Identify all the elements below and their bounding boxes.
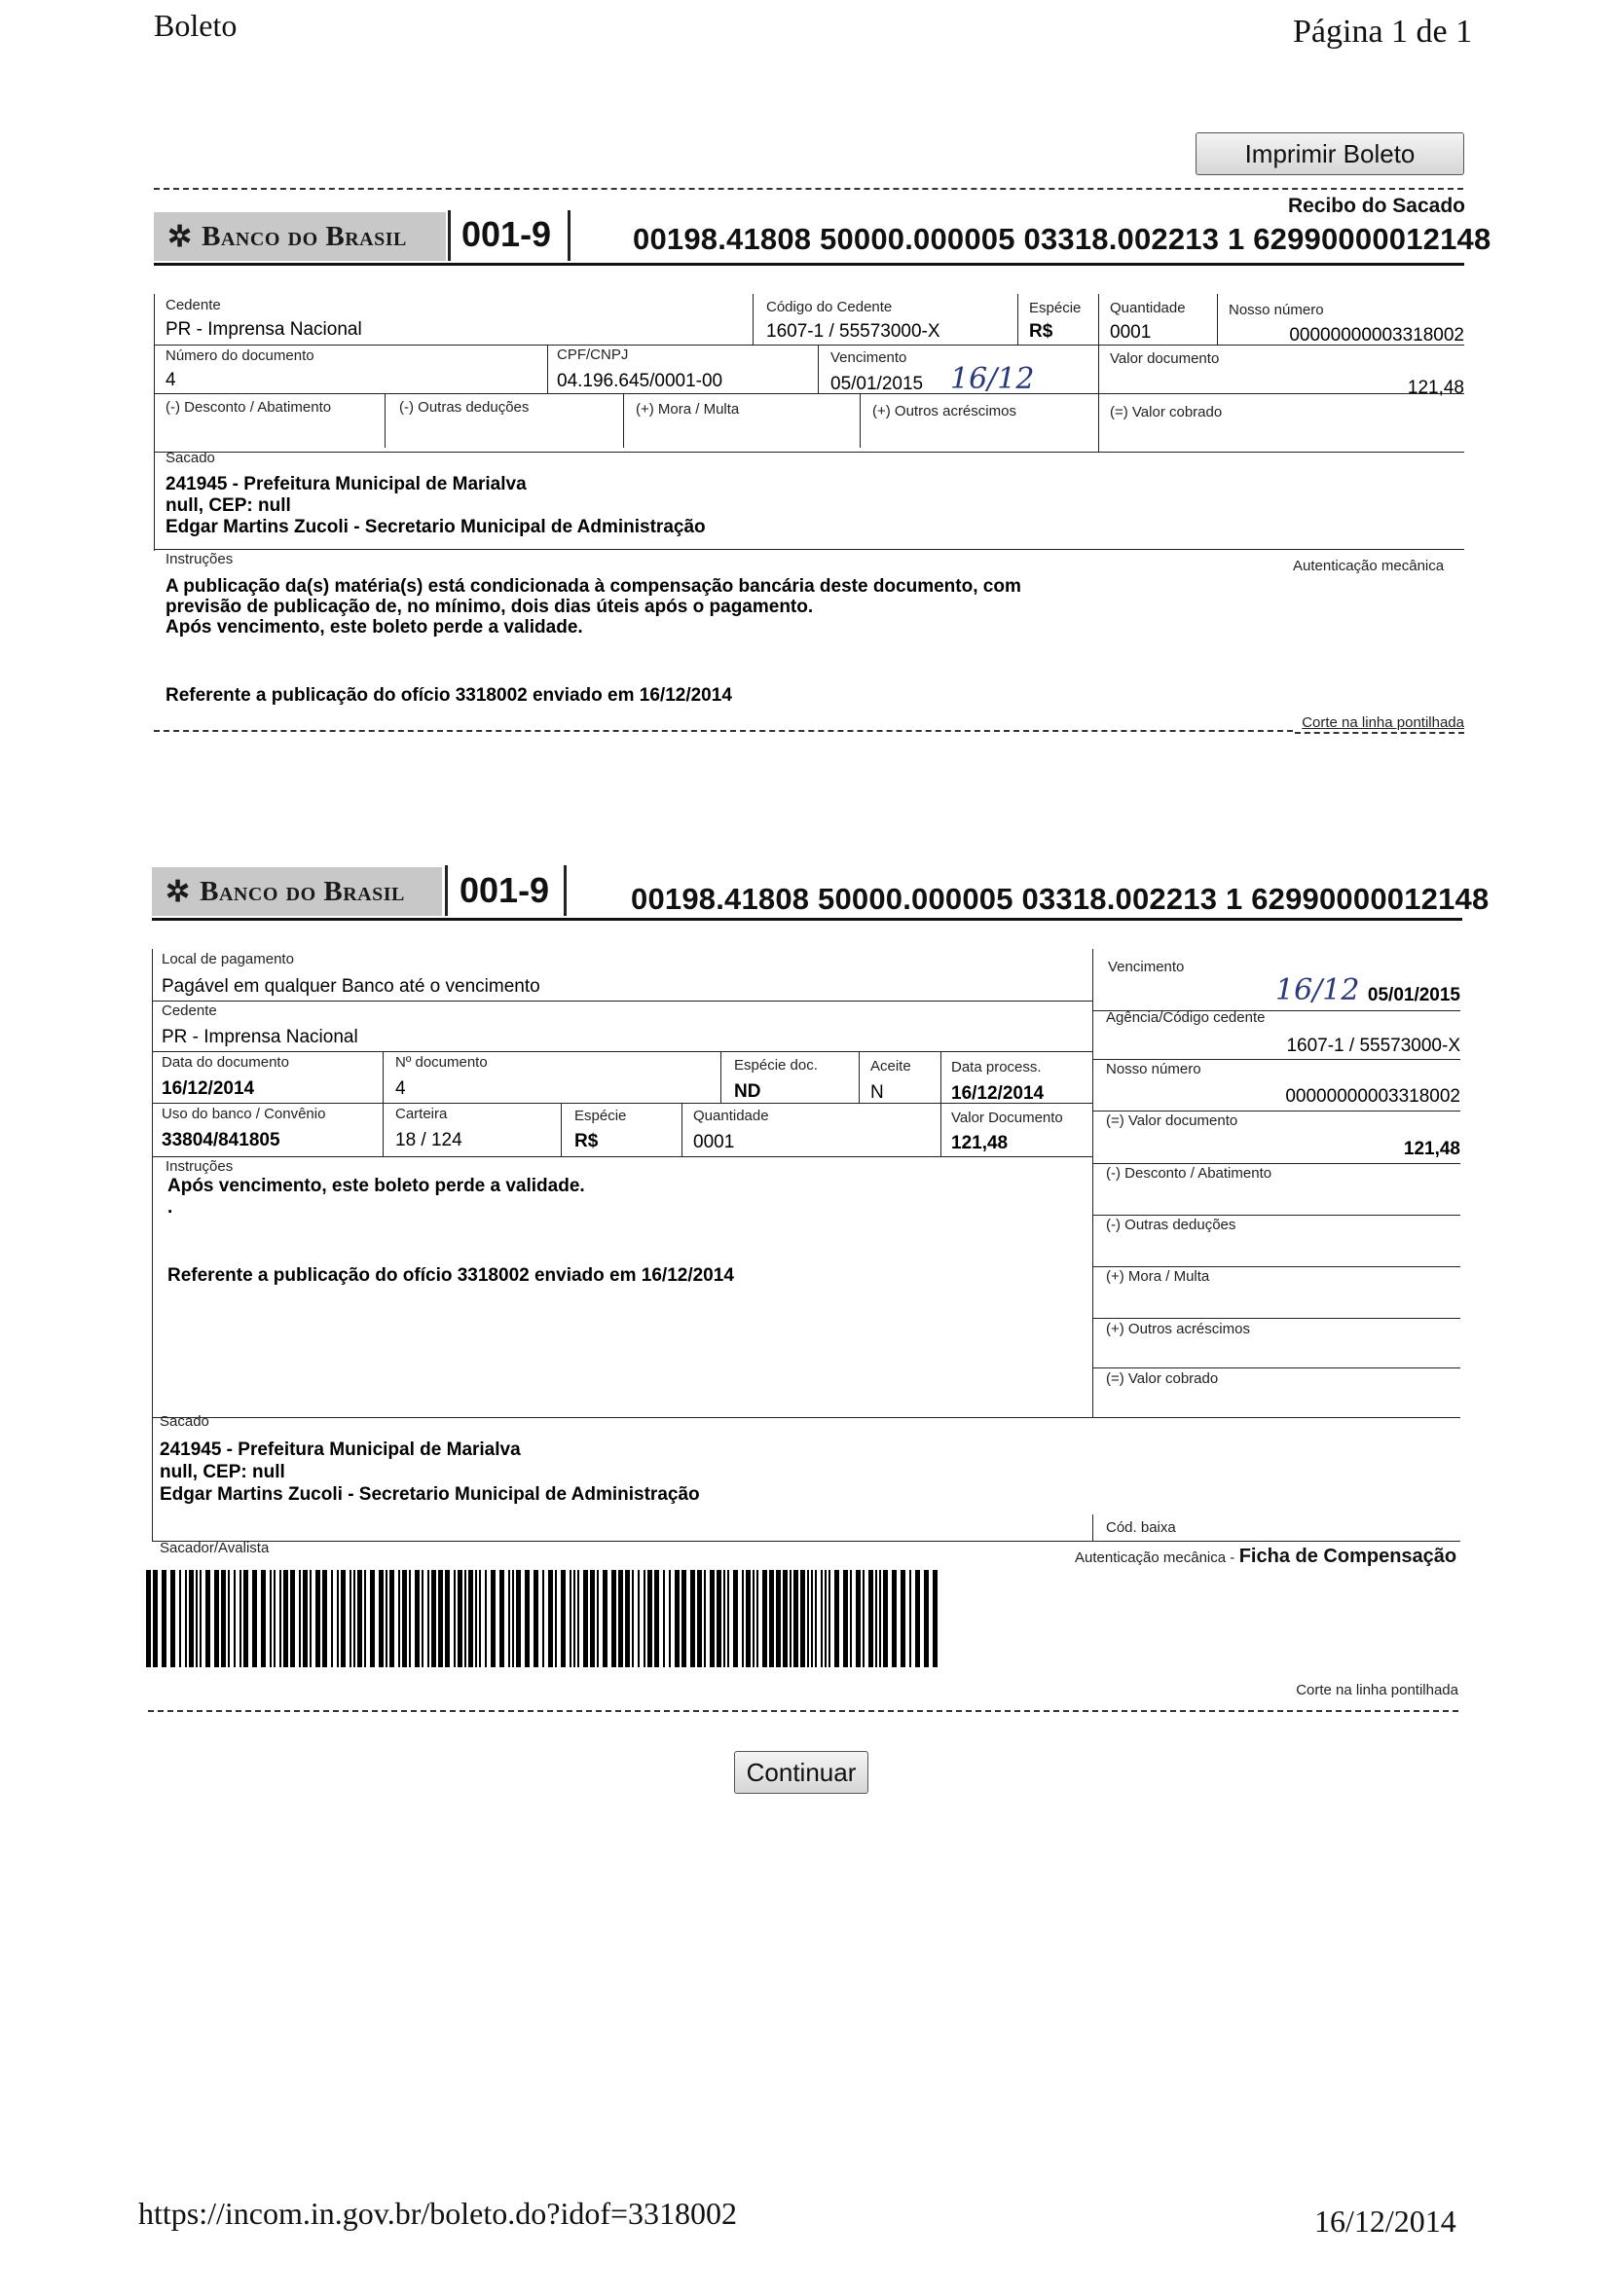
data-process-value: 16/12/2014 bbox=[951, 1083, 1045, 1104]
outros-acrescimos-label: (+) Outros acréscimos bbox=[872, 403, 1016, 419]
agencia-value: 1607-1 / 55573000-X bbox=[1286, 1036, 1460, 1056]
vencimento-label: Vencimento bbox=[830, 349, 907, 366]
especie-doc-label: Espécie doc. bbox=[734, 1057, 818, 1074]
quantidade-value: 0001 bbox=[693, 1132, 735, 1152]
digitable-line: 00198.41808 50000.000005 03318.002213 1 62990000012148 bbox=[631, 882, 1490, 916]
nosso-numero-label: Nosso número bbox=[1229, 302, 1324, 318]
page-title: Boleto bbox=[154, 8, 238, 43]
barcode bbox=[146, 1570, 944, 1667]
ficha-corte-label: Corte na linha pontilhada bbox=[1296, 1682, 1458, 1698]
bank-code: 001-9 bbox=[461, 214, 552, 254]
carteira-label: Carteira bbox=[395, 1106, 448, 1122]
ficha-footer-title: Autenticação mecânica - Ficha de Compensação bbox=[1075, 1546, 1457, 1567]
autenticacao-label: Autenticação mecânica bbox=[1293, 558, 1445, 574]
ficha-especie-value: R$ bbox=[574, 1131, 599, 1151]
ficha-sacado-block: 241945 - Prefeitura Municipal de Marialva null, CEP: null Edgar Martins Zucoli - Secretario Municipal de Administração bbox=[160, 1440, 700, 1505]
cedente-label: Cedente bbox=[166, 297, 221, 313]
footer-date: 16/12/2014 bbox=[1314, 2204, 1456, 2239]
agencia-label: Agência/Código cedente bbox=[1106, 1009, 1266, 1026]
cpf-cnpj-value: 04.196.645/0001-00 bbox=[557, 371, 723, 391]
desconto-label: (-) Desconto / Abatimento bbox=[1106, 1165, 1272, 1182]
bank-logo-icon: ✲ bbox=[166, 875, 191, 908]
instrucoes-label: Instruções bbox=[166, 551, 234, 567]
receipt-title: Recibo do Sacado bbox=[1287, 195, 1465, 217]
mora-label: (+) Mora / Multa bbox=[636, 401, 740, 418]
n-documento-label: Nº documento bbox=[395, 1054, 488, 1071]
bank-logo: ✲ Banco do Brasil bbox=[152, 867, 442, 916]
sacado-block: 241945 - Prefeitura Municipal de Marialva null, CEP: null Edgar Martins Zucoli - Secretario Municipal de Administração bbox=[166, 474, 706, 537]
valor-documento-left-label: Valor Documento bbox=[951, 1110, 1063, 1126]
nosso-numero-label: Nosso número bbox=[1106, 1061, 1201, 1077]
outros-acrescimos-label: (+) Outros acréscimos bbox=[1106, 1321, 1250, 1337]
n-documento-value: 4 bbox=[395, 1078, 406, 1099]
bank-logo: ✲ Banco do Brasil bbox=[154, 212, 446, 261]
vencimento-value: 05/01/2015 bbox=[830, 374, 924, 394]
ficha-cedente-value: PR - Imprensa Nacional bbox=[162, 1027, 358, 1047]
numero-documento-label: Número do documento bbox=[166, 347, 314, 364]
valor-documento-left-value: 121,48 bbox=[951, 1133, 1009, 1153]
valor-documento-label: (=) Valor documento bbox=[1106, 1112, 1238, 1129]
bank-code: 001-9 bbox=[460, 870, 550, 910]
outras-deducoes-label: (-) Outras deduções bbox=[1106, 1217, 1236, 1233]
cod-baixa-label: Cód. baixa bbox=[1106, 1519, 1176, 1536]
footer-url: https://incom.in.gov.br/boleto.do?idof=3318002 bbox=[138, 2196, 738, 2231]
ficha-especie-label: Espécie bbox=[574, 1108, 627, 1124]
instrucoes-block: A publicação da(s) matéria(s) está condicionada à compensação bancária deste documento, com previsão de publicação de, no mínimo, dois dias úteis após o pagamento. Após vencimento, este boleto perde a validade. bbox=[166, 576, 1021, 638]
referente-text: Referente a publicação do ofício 3318002 enviado em 16/12/2014 bbox=[166, 685, 732, 706]
ficha-cedente-label: Cedente bbox=[162, 1002, 217, 1019]
instrucoes-label: Instruções bbox=[166, 1158, 234, 1175]
numero-documento-value: 4 bbox=[166, 370, 176, 390]
sacador-label: Sacador/Avalista bbox=[160, 1540, 270, 1556]
quantidade-label: Quantidade bbox=[1110, 300, 1186, 316]
aceite-value: N bbox=[870, 1082, 884, 1103]
referente-text: Referente a publicação do ofício 3318002 enviado em 16/12/2014 bbox=[167, 1265, 734, 1286]
codigo-cedente-label: Código do Cedente bbox=[766, 299, 893, 315]
data-process-label: Data process. bbox=[951, 1059, 1042, 1075]
instrucoes-block: Após vencimento, este boleto perde a validade. . bbox=[167, 1176, 585, 1218]
ficha-sacado-label: Sacado bbox=[160, 1413, 209, 1430]
cpf-cnpj-label: CPF/CNPJ bbox=[557, 346, 629, 363]
valor-documento-label: Valor documento bbox=[1110, 350, 1220, 367]
quantidade-label: Quantidade bbox=[693, 1108, 769, 1124]
valor-documento-value: 121,48 bbox=[1407, 378, 1464, 398]
ficha-vencimento-label: Vencimento bbox=[1108, 959, 1185, 975]
outras-deducoes-label: (-) Outras deduções bbox=[399, 399, 530, 416]
uso-banco-label: Uso do banco / Convênio bbox=[162, 1106, 326, 1122]
data-documento-label: Data do documento bbox=[162, 1054, 289, 1071]
aceite-label: Aceite bbox=[870, 1058, 911, 1075]
nosso-numero-value: 00000000003318002 bbox=[1289, 325, 1464, 346]
corte-label: Corte na linha pontilhada bbox=[1302, 714, 1464, 731]
handwritten-date: 16/12 bbox=[950, 362, 1035, 396]
mora-label: (+) Mora / Multa bbox=[1106, 1268, 1210, 1285]
valor-cobrado-label: (=) Valor cobrado bbox=[1110, 404, 1223, 420]
valor-cobrado-label: (=) Valor cobrado bbox=[1106, 1370, 1219, 1387]
digitable-line: 00198.41808 50000.000005 03318.002213 1 62990000012148 bbox=[633, 222, 1491, 256]
continue-button[interactable]: Continuar bbox=[734, 1751, 868, 1794]
data-documento-value: 16/12/2014 bbox=[162, 1078, 255, 1099]
quantidade-value: 0001 bbox=[1110, 322, 1152, 343]
especie-label: Espécie bbox=[1029, 300, 1082, 316]
cedente-value: PR - Imprensa Nacional bbox=[166, 319, 362, 340]
valor-documento-value: 121,48 bbox=[1403, 1139, 1460, 1159]
codigo-cedente-value: 1607-1 / 55573000-X bbox=[766, 321, 940, 342]
local-pagamento-label: Local de pagamento bbox=[162, 951, 294, 967]
sacado-label: Sacado bbox=[166, 450, 215, 466]
bank-logo-icon: ✲ bbox=[167, 220, 193, 253]
desconto-label: (-) Desconto / Abatimento bbox=[166, 399, 332, 416]
especie-value: R$ bbox=[1029, 321, 1053, 342]
ficha-handwritten-date: 16/12 bbox=[1275, 973, 1360, 1007]
especie-doc-value: ND bbox=[734, 1081, 761, 1102]
print-boleto-button[interactable]: Imprimir Boleto bbox=[1196, 132, 1464, 175]
ficha-vencimento-value: 05/01/2015 bbox=[1367, 985, 1460, 1005]
nosso-numero-value: 00000000003318002 bbox=[1285, 1086, 1460, 1107]
uso-banco-value: 33804/841805 bbox=[162, 1130, 280, 1150]
page-info: Página 1 de 1 bbox=[1293, 14, 1473, 50]
local-pagamento-value: Pagável em qualquer Banco até o vencimento bbox=[162, 976, 540, 997]
carteira-value: 18 / 124 bbox=[395, 1130, 462, 1150]
